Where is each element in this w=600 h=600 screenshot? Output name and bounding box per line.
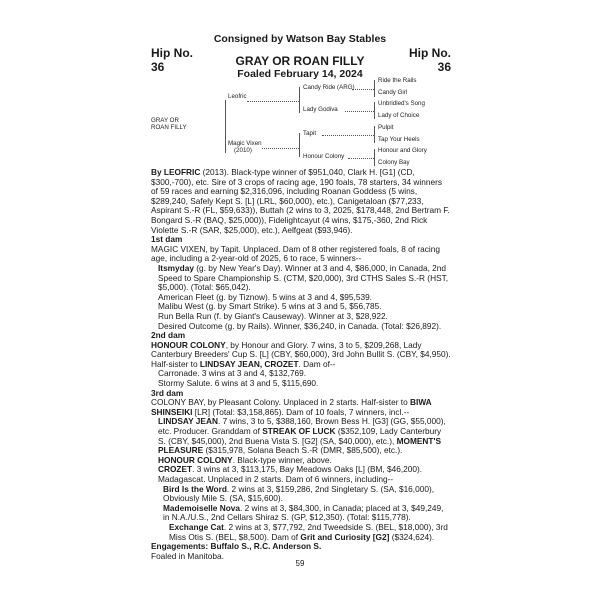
pedigree-g3-7: Honour and Glory: [378, 147, 427, 154]
progeny-item: Run Bella Run (f. by Giant's Causeway). Winner at 3, $28,922.: [158, 310, 388, 321]
pedigree-connector: [299, 87, 300, 113]
grit-name: Grit and Curiosity [G2]: [300, 531, 390, 542]
pedigree-connector: [374, 149, 375, 166]
hip-value: 36: [437, 60, 451, 74]
pedigree-g3-4: Lady of Choice: [378, 112, 420, 119]
progeny-itsmyday: [151, 264, 451, 293]
consignor-heading: Consigned by Watson Bay Stables: [213, 33, 387, 45]
pedigree-connector: [345, 110, 374, 112]
horse-title: GRAY OR ROAN FILLY: [235, 54, 365, 68]
mademoiselle-text: . 2 wins at 3, $84,300, in Canada; placed at 3, $49,249, in N.A./U.S., 2nd Cellars Shiraz S. (GP, $12,350). (Total: $115,778).: [163, 502, 444, 523]
second-dam-heading: 2nd dam: [151, 330, 186, 341]
pedigree-connector: [348, 157, 374, 159]
biwa-name: BIWA SHINSEIKI: [151, 397, 432, 417]
mademoiselle-name: Mademoiselle Nova: [163, 502, 241, 513]
pedigree-connector: [374, 126, 375, 143]
bird-text: . 2 wins at 3, $159,286, 2nd Singletary S. (SA, $16,000), Obviously Mile S. (SA, $15,600).: [163, 483, 435, 504]
hip-label: Hip No.: [151, 46, 193, 60]
subject-line-2: ROAN FILLY: [151, 124, 187, 131]
hip-label: Hip No.: [409, 46, 451, 60]
third-dam-lead-text: COLONY BAY, by Pleasant Colony. Unplaced in 2 starts. Half-sister to: [151, 397, 411, 408]
catalog-body: [151, 168, 451, 561]
pedigree-connector: [299, 133, 300, 157]
progeny-item: American Fleet (g. by Tiznow). 5 wins at 3 and 4, $95,539.: [158, 291, 372, 302]
crozet-name: CROZET: [158, 464, 193, 475]
lindsay-name: LINDSAY JEAN: [158, 416, 218, 427]
progeny-bird: [151, 485, 451, 504]
pedigree-sire-sire: Candy Ride (ARG): [303, 84, 355, 91]
page-number: 59: [295, 559, 305, 568]
crozet-text: . 3 wins at 3, $113,175, Bay Meadows Oaks [L] (BM, $46,200).: [192, 464, 423, 475]
lindsay-text-2: ($352,109, Lady Canterbury S. (CBY, $45,000), 2nd Buena Vista S. [G2] (SA, $40,000), etc.),: [158, 426, 442, 446]
pedigree-connector: [374, 102, 375, 119]
progeny-exchange-cat: [151, 523, 451, 542]
pedigree-g3-1: Ride the Rails: [378, 77, 417, 84]
second-dam-tail: . Dam of--: [298, 358, 336, 369]
foaled-in: Foaled in Manitoba.: [151, 550, 224, 561]
third-dam-lead: [151, 398, 451, 417]
pedigree-connector: [322, 134, 374, 136]
foaled-date: Foaled February 14, 2024: [237, 68, 363, 80]
progeny-item: Desired Outcome (g. by Rails). Winner, $36,240, in Canada. (Total: $26,892).: [158, 320, 442, 331]
streak-name: STREAK OF LUCK: [262, 426, 336, 437]
pedigree-g3-3: Unbridled's Song: [378, 100, 425, 107]
lindsay-text-3: ($315,978, Solana Beach S.-R (DMR, $85,500), etc.).: [203, 445, 403, 456]
engagements: Engagements: Buffalo S., R.C. Anderson S.: [151, 541, 322, 552]
pedigree-g3-8: Colony Bay: [378, 159, 410, 166]
sire-name: By LEOFRIC: [151, 167, 201, 177]
pedigree-connector: [374, 80, 375, 97]
progeny-item: Stormy Salute. 6 wins at 3 and 5, $115,690.: [158, 378, 319, 389]
pedigree-sire-dam: Lady Godiva: [303, 106, 338, 113]
honour-name: HONOUR COLONY: [158, 454, 233, 465]
progeny-madagascat: Madagascat. Unplaced in 2 starts. Dam of 6 winners, including--: [158, 474, 394, 484]
itsmyday-text: (g. by New Year's Day). Winner at 3 and 4, $86,000, in Canada, 2nd Speed to Spare Championship S. (CTM, $20,000), 3rd CTHS Sales S.-R (HST, $5,000). (Total: $65,042).: [158, 262, 449, 293]
third-dam-heading: 3rd dam: [151, 387, 184, 398]
hip-value: 36: [151, 60, 165, 74]
progeny-item: Malibu West (g. by Smart Strike). 5 wins at 3 and 5, $56,785.: [158, 301, 382, 312]
subject-line-1: GRAY OR: [151, 117, 179, 124]
progeny-mademoiselle: [151, 504, 451, 523]
pedigree-g3-6: Tap Your Heels: [378, 136, 420, 143]
second-dam-paragraph: [151, 341, 451, 370]
second-dam-siblings: LINDSAY JEAN, CROZET: [199, 358, 299, 369]
moment-name: MOMENT'S PLEASURE: [158, 435, 441, 456]
sire-paragraph: [151, 168, 451, 235]
pedigree-connector: [225, 100, 226, 153]
second-dam-text: , by Honour and Glory. 7 wins, 3 to 5, $209,268, Lady Canterbury Breeders' Cup S. [L] (CBY, $60,000), 3rd John Bullit S. (CBY, $4,950). Half-sister to: [151, 339, 451, 369]
pedigree-dam: Magic Vixen: [228, 140, 262, 147]
sire-text: (2013). Black-type winner of $951,040, Clark H. [G1] (CD, $300,-700), etc. Sire of 3 crops of racing age, 190 foals, 78 starters, 34 winners of 59 races and earning $2,316,096, including Roanan Goddess (5 wins, $289,240, Safely Kept S. [L] (LRL, $60,000), etc.), Canigetaloan ($77,233, Aspirant S.-R (FL, $59,633)), Buttah (2 wins to 3, 2025, $178,448, 2nd Bertram F. Bongard S.-R (BAQ, $25,000)), Fidelightcayut (4 wins, $175,-360, 2nd Rick Violette S.-R (SAR, $25,000), etc.), Aelfgeat ($93,946).: [151, 167, 450, 235]
honour-text: . Black-type winner, above.: [232, 454, 332, 465]
pedigree-connector: [352, 88, 374, 90]
pedigree-connector: [262, 147, 299, 149]
pedigree-g3-2: Candy Girl: [378, 89, 408, 96]
itsmyday-name: Itsmyday: [158, 262, 194, 273]
exchange-name: Exchange Cat: [169, 521, 224, 532]
pedigree-dam-sire: Tapit: [303, 130, 317, 137]
pedigree-subject: [151, 117, 187, 131]
exchange-tail: ($324,624).: [389, 531, 435, 542]
pedigree-g3-5: Pulpit: [378, 124, 394, 131]
pedigree-connector: [247, 100, 299, 102]
second-dam-name: HONOUR COLONY: [151, 339, 226, 350]
pedigree-dam-dam: Honour Colony: [303, 153, 345, 160]
first-dam-lead: MAGIC VIXEN, by Tapit. Unplaced. Dam of 8 other registered foals, 8 of racing age, including a 2-year-old of 2025, 6 to race, 5 winners--: [151, 243, 440, 264]
pedigree-dam-year: (2010): [234, 147, 252, 154]
lindsay-text-1: . 7 wins, 3 to 5, $388,160, Brown Bess H. [G3] (GG, $55,000), etc. Producer. Granddam of: [158, 416, 446, 437]
bird-name: Bird Is the Word: [163, 483, 227, 494]
pedigree-sire: Leofric: [228, 93, 247, 100]
exchange-text: . 2 wins at 3, $77,792, 2nd Tweedside S. (BEL, $18,000), 3rd Miss Otis S. (BEL, $8,500). Dam of: [169, 521, 448, 542]
progeny-item: Carronade. 3 wins at 3 and 4, $132,769.: [158, 368, 307, 379]
progeny-lindsay-jean: [151, 417, 451, 455]
third-dam-lead-tail: [LR] (Total: $3,158,865). Dam of 10 foals, 7 winners, incl.--: [192, 406, 410, 417]
first-dam-heading: 1st dam: [151, 234, 183, 245]
